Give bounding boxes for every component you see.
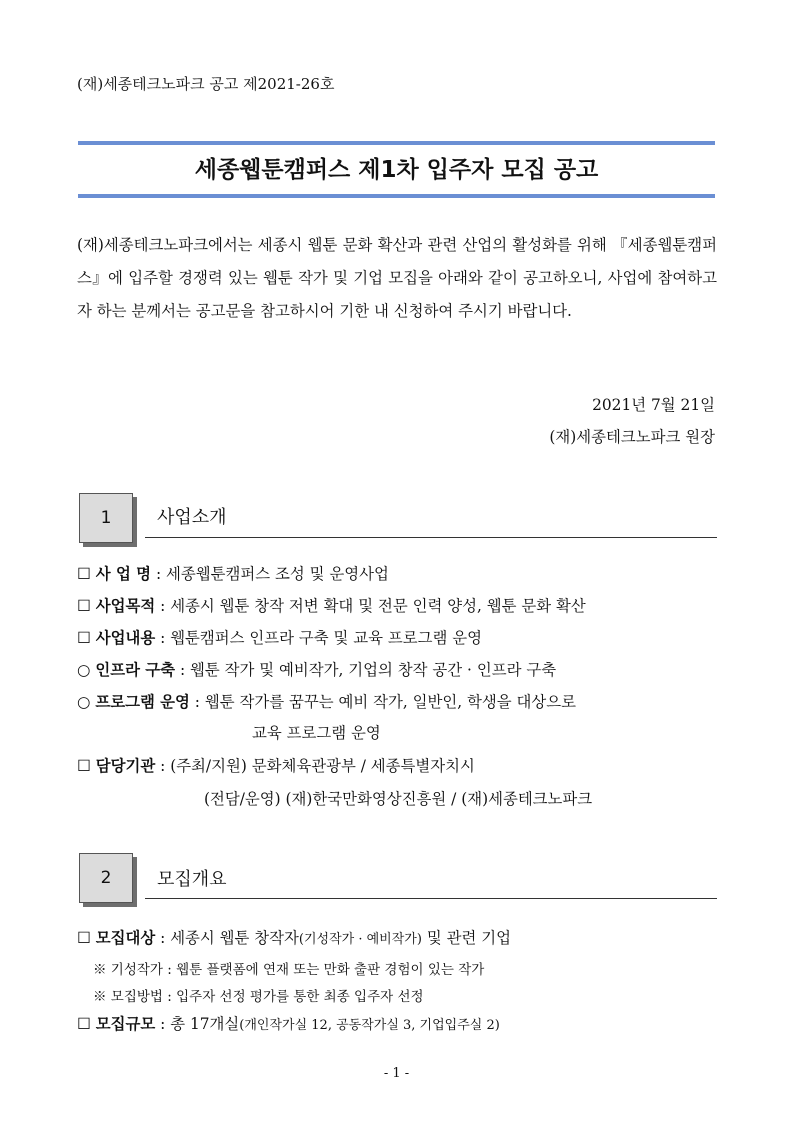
item-label: 담당기관 [95,757,156,775]
notice-date: 2021년 7월 21일 [592,396,715,414]
checkbox-icon: ☐ [77,597,91,615]
section-number-box [79,493,133,543]
item-text: 세종웹툰캠퍼스 조성 및 운영사업 [166,565,389,583]
item-separator: : [155,629,171,647]
item-project-name [77,562,389,584]
note-text: 웹툰 플랫폼에 연재 또는 만화 출판 경험이 있는 작가 [176,962,485,978]
item-agency [77,754,475,776]
note-recruit-method [93,985,424,1005]
section-number-box [79,853,133,903]
item-separator: : [155,757,171,775]
note-label: 모집방법 [110,989,163,1005]
note-separator: : [162,962,177,978]
item-text: 세종시 웹툰 창작자 [170,929,299,947]
item-label: 사업내용 [95,629,156,647]
item-label: 인프라 구축 [95,661,176,679]
title-rule-top [78,141,715,145]
item-label: 사 업 명 [95,565,152,583]
item-label: 사업목적 [95,597,156,615]
item-text: 세종시 웹툰 창작 저변 확대 및 전문 인력 양성, 웹툰 문화 확산 [170,597,586,615]
checkbox-icon: ☐ [77,565,91,583]
item-recruit-scale [77,1012,500,1034]
checkbox-icon: ☐ [77,1015,91,1033]
section-number: 1 [100,508,112,528]
item-separator: : [155,1015,171,1033]
section-number: 2 [100,868,112,888]
item-parenthetical: (개인작가실 12, 공동작가실 3, 기업입주실 2) [239,1018,500,1033]
circle-bullet-icon: ○ [77,661,91,679]
section-title: 모집개요 [157,869,227,890]
note-text: 입주자 선정 평가를 통한 최종 입주자 선정 [176,989,424,1005]
item-project-purpose [77,594,586,616]
intro-paragraph: (재)세종테크노파크에서는 세종시 웹툰 문화 확산과 관련 산업의 활성화를 위해 『세종웹툰캠퍼스』에 입주할 경쟁력 있는 웹툰 작가 및 기업 모집을 아래와 같이 공고하오니, 사업에 참여하고자 하는 분께서는 공고문을 참고하시어 기한 내 신청하여 주시기 바랍니다. [77,236,717,320]
reference-mark-icon: ※ [93,962,107,978]
notice-number: (재)세종테크노파크 공고 제2021-26호 [77,75,335,93]
checkbox-icon: ☐ [77,757,91,775]
circle-bullet-icon: ○ [77,693,91,711]
item-label: 모집대상 [95,929,156,947]
signatory: (재)세종테크노파크 원장 [549,428,715,446]
item-label: 모집규모 [95,1015,156,1033]
item-text: 총 17개실 [170,1015,240,1033]
item-text: 웹툰캠퍼스 인프라 구축 및 교육 프로그램 운영 [170,629,483,647]
item-text: 웹툰 작가를 꿈꾸는 예비 작가, 일반인, 학생을 대상으로 [204,693,577,711]
section-title: 사업소개 [157,507,227,528]
item-label: 프로그램 운영 [95,693,190,711]
item-infrastructure [77,658,556,680]
page-title: 세종웹툰캠퍼스 제1차 입주자 모집 공고 [194,157,599,183]
note-label: 기성작가 [110,962,163,978]
item-program [77,690,576,712]
page-number: - 1 - [383,1066,410,1081]
item-program-continuation: 교육 프로그램 운영 [252,724,381,742]
item-separator: : [155,929,171,947]
section-underline [145,898,717,899]
title-rule-bottom [78,194,715,198]
note-established-author [93,958,484,978]
item-separator: : [189,693,205,711]
checkbox-icon: ☐ [77,929,91,947]
item-text: (주최/지원) 문화체육관광부 / 세종특별자치시 [170,757,475,775]
item-separator: : [155,597,171,615]
item-project-content [77,626,482,648]
item-agency-continuation: (전담/운영) (재)한국만화영상진흥원 / (재)세종테크노파크 [204,790,593,808]
note-separator: : [162,989,177,1005]
reference-mark-icon: ※ [93,989,107,1005]
item-separator: : [151,565,167,583]
item-separator: : [175,661,191,679]
item-recruit-target [77,926,511,948]
item-parenthetical: (기성작가 · 예비작가) [298,932,422,947]
checkbox-icon: ☐ [77,629,91,647]
section-underline [145,537,717,538]
item-text: 웹툰 작가 및 예비작가, 기업의 창작 공간 · 인프라 구축 [190,661,557,679]
item-text-tail: 및 관련 기업 [421,929,511,947]
